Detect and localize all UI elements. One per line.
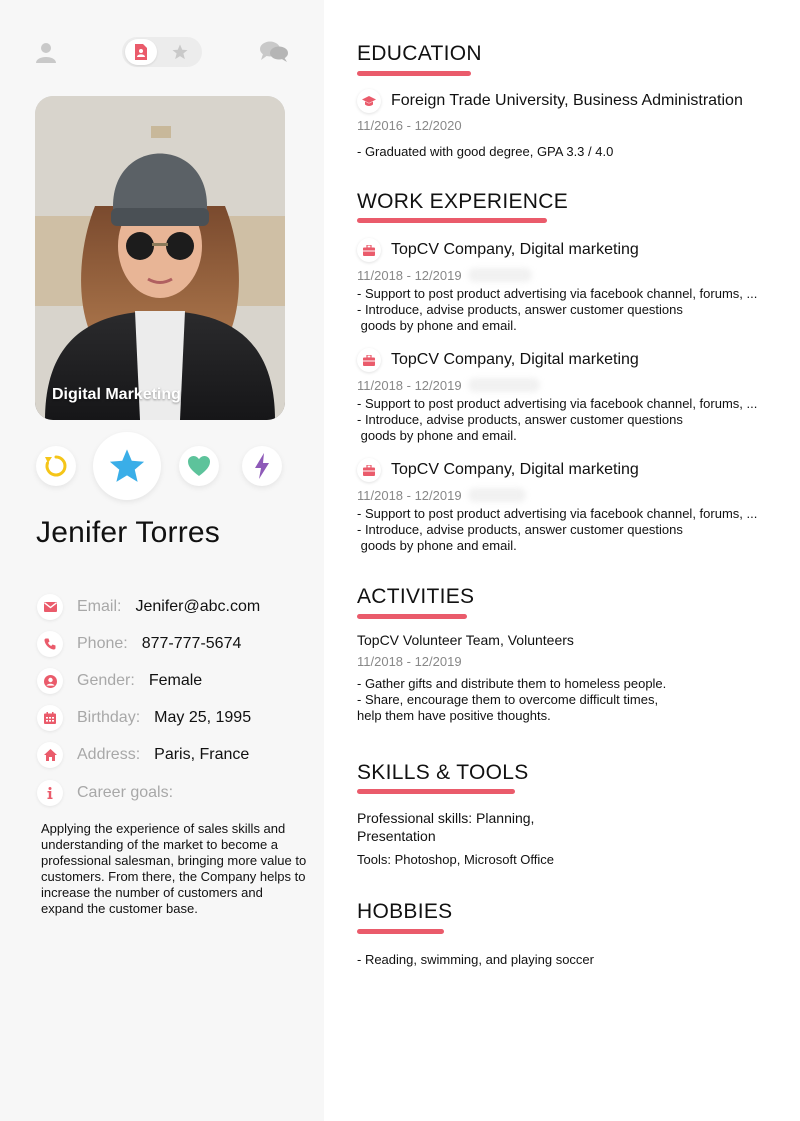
activity-org: TopCV Volunteer Team, (357, 632, 504, 648)
birthday-label: Birthday: (77, 709, 141, 726)
activity-desc-line: - Gather gifts and distribute them to homeless people. (357, 676, 667, 691)
email-icon (37, 594, 63, 620)
skills-underline (357, 789, 515, 794)
action-buttons (0, 432, 324, 500)
work-desc-line: goods by phone and email. (357, 318, 517, 333)
person-icon (37, 668, 63, 694)
blur-overlay (468, 268, 532, 282)
work-date: 11/2018 - 12/2019 (357, 268, 462, 283)
work-date: 11/2018 - 12/2019 (357, 378, 462, 393)
email-label: Email: (77, 598, 122, 615)
work-entry-1 (357, 238, 639, 262)
education-school: Foreign Trade University, Business Administration (391, 92, 743, 109)
email-value: Jenifer@abc.com (135, 598, 261, 615)
work-desc-line: - Introduce, advise products, answer customer questions (357, 302, 683, 317)
education-title: EDUCATION (357, 42, 482, 65)
boost-button[interactable] (242, 446, 282, 486)
calendar-icon (37, 705, 63, 731)
top-toolbar (0, 36, 324, 68)
work-date: 11/2018 - 12/2019 (357, 488, 462, 503)
work-role: Digital marketing (515, 351, 639, 368)
blur-overlay (468, 488, 526, 502)
work-title: WORK EXPERIENCE (357, 190, 569, 213)
career-goals-label: Career goals: (77, 784, 174, 801)
bolt-icon (254, 453, 270, 479)
view-toggle[interactable] (122, 37, 202, 67)
activity-date: 11/2018 - 12/2019 (357, 654, 462, 669)
info-row-career-goals (37, 780, 317, 806)
work-desc-line: - Support to post product advertising via facebook channel, forums, ... (357, 506, 758, 521)
rewind-icon (43, 453, 69, 479)
activities-underline (357, 614, 467, 619)
like-button[interactable] (179, 446, 219, 486)
pro-skills-value-cont: Presentation (357, 828, 436, 844)
info-row-email (37, 594, 317, 620)
education-date: 11/2016 - 12/2020 (357, 118, 462, 133)
phone-value: 877-777-5674 (141, 635, 242, 652)
pro-skills-value: Planning, (472, 810, 535, 826)
activities-title: ACTIVITIES (357, 585, 475, 608)
star-view-icon[interactable] (164, 39, 196, 65)
briefcase-icon (357, 458, 381, 482)
education-entry (357, 89, 743, 113)
chat-icon[interactable] (258, 40, 290, 64)
activity-desc-line: - Share, encourage them to overcome difficult times, (357, 692, 659, 707)
pro-skills-label: Professional skills: (357, 810, 473, 826)
tools-label: Tools: (357, 852, 391, 867)
work-entry-3 (357, 458, 639, 482)
tools-value: Photoshop, Microsoft Office (390, 852, 555, 867)
super-like-button[interactable] (93, 432, 161, 500)
gender-label: Gender: (77, 672, 135, 689)
work-desc-line: - Support to post product advertising via facebook channel, forums, ... (357, 286, 758, 301)
info-row-gender (37, 668, 317, 694)
work-company: TopCV Company, (391, 351, 516, 368)
work-entry-2 (357, 348, 639, 372)
work-role: Digital marketing (515, 241, 639, 258)
hobbies-underline (357, 929, 444, 934)
info-icon (37, 780, 63, 806)
briefcase-icon (357, 348, 381, 372)
info-row-phone (37, 631, 317, 657)
education-desc: - Graduated with good degree, GPA 3.3 / 4.0 (357, 144, 614, 159)
hobbies-desc: - Reading, swimming, and playing soccer (357, 952, 594, 967)
work-company: TopCV Company, (391, 461, 516, 478)
work-role: Digital marketing (515, 461, 639, 478)
heart-icon (187, 455, 211, 477)
gender-value: Female (148, 672, 203, 689)
work-desc-line: - Introduce, advise products, answer customer questions (357, 412, 683, 427)
cv-view-icon[interactable] (125, 39, 157, 65)
address-label: Address: (77, 746, 141, 763)
hobbies-title: HOBBIES (357, 900, 453, 923)
work-desc-line: - Introduce, advise products, answer customer questions (357, 522, 683, 537)
info-row-address (37, 742, 317, 768)
career-goals-text: Applying the experience of sales skills and understanding of the market to become a professional salesman, bringing more value to customers. From there, the Company helps to increase the number of customers and expand the customer base. (41, 821, 307, 916)
work-company: TopCV Company, (391, 241, 516, 258)
activity-entry (357, 632, 574, 648)
tools (357, 852, 554, 868)
activity-role: Volunteers (503, 632, 574, 648)
work-desc-line: - Support to post product advertising via facebook channel, forums, ... (357, 396, 758, 411)
education-underline (357, 71, 471, 76)
profile-name: Jenifer Torres (36, 516, 220, 549)
home-icon (37, 742, 63, 768)
blur-overlay (468, 378, 540, 392)
photo-caption: Digital Marketing (52, 386, 181, 403)
profile-icon[interactable] (34, 40, 58, 64)
work-desc-line: goods by phone and email. (357, 428, 517, 443)
profile-photo (35, 96, 285, 420)
briefcase-icon (357, 238, 381, 262)
skills-title: SKILLS & TOOLS (357, 761, 529, 784)
info-row-birthday (37, 705, 317, 731)
phone-label: Phone: (77, 635, 128, 652)
phone-icon (37, 631, 63, 657)
work-underline (357, 218, 547, 223)
activity-desc-line: help them have positive thoughts. (357, 708, 551, 723)
work-desc-line: goods by phone and email. (357, 538, 517, 553)
graduation-cap-icon (357, 89, 381, 113)
birthday-value: May 25, 1995 (154, 709, 252, 726)
professional-skills (357, 809, 534, 827)
rewind-button[interactable] (36, 446, 76, 486)
star-icon (108, 447, 146, 485)
left-sidebar (0, 0, 324, 1121)
address-value: Paris, France (154, 746, 250, 763)
